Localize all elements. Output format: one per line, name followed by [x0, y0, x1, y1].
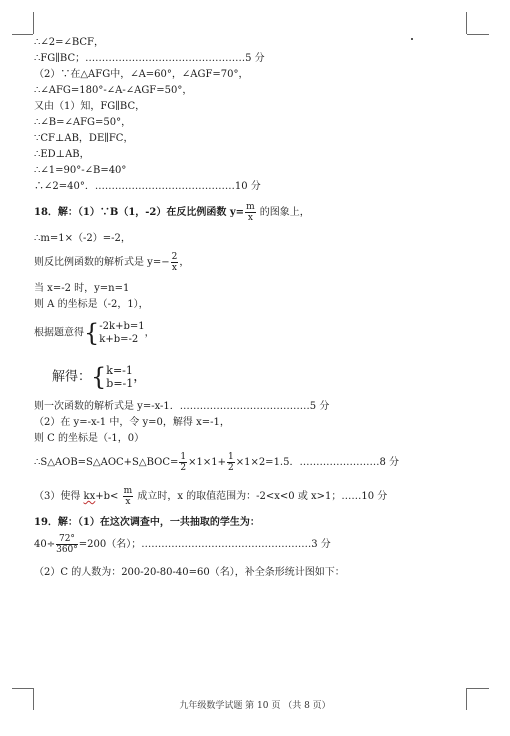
line-19: （2）在 y=-x-1 中，令 y=0，解得 x=-1， — [34, 417, 230, 428]
line-6: ∴∠B=∠AFG=50°， — [34, 117, 132, 128]
line-2: ∴FG∥BC；…………………………………………5 分 — [34, 53, 265, 64]
fraction-2-over-x: $\frac{2}{x}$ — [171, 252, 178, 273]
crop-mark-top-left — [12, 34, 33, 35]
fraction-m-over-x: $\frac{m}{x}$ — [123, 486, 133, 507]
line-10: ∴∠2=40°．……………………………………10 分 — [34, 181, 261, 192]
line-14: 当 x=-2 时，y=n=1 — [34, 283, 130, 294]
line-24: 40÷ $\frac{72^\circ}{360^\circ}$ =200（名）；……………………………………………3 分 — [34, 534, 331, 555]
stray-dot — [411, 38, 413, 40]
fraction-72-over-360: $\frac{72^\circ}{360^\circ}$ — [56, 534, 78, 555]
fraction-half: $\frac{1}{2}$ — [227, 452, 234, 473]
page-footer: 九年级数学试题 第 10 页 （共 8 页） — [179, 701, 331, 711]
crop-mark-bottom-right — [467, 688, 489, 689]
fraction-half: $\frac{1}{2}$ — [180, 452, 187, 473]
crop-mark-top-left — [33, 12, 34, 34]
q19-intro: 19．解：（1）在这次调查中，一共抽取的学生为： — [34, 517, 260, 528]
area-equation: ∴S△AOB=S△AOC+S△BOC= $\frac{1}{2}$ ×1×1+ $\frac{1}{2}$ ×1×2=1.5．……………………8 分 — [34, 452, 400, 473]
brace-icon: { — [84, 319, 100, 347]
inequality-line: （3）使得 kx+b< $\frac{m}{x}$ 成立时，x 的取值范围为：-2<x<0 或 x>1；……10 分 — [34, 486, 388, 507]
line-7: ∵CF⊥AB，DE∥FC， — [34, 133, 134, 144]
q18-intro: 18．解：（1）∵B（1，-2）在反比例函数 y= — [34, 207, 245, 218]
line-9: ∴∠1=90°-∠B=40° — [34, 165, 127, 176]
crop-mark-bottom-left — [12, 688, 33, 689]
line-15: 则 A 的坐标是（-2，1）， — [34, 299, 149, 310]
line-18: 则一次函数的解析式是 y=-x-1．…………………………………5 分 — [34, 401, 330, 412]
line-20: 则 C 的坐标是（-1，0） — [34, 433, 145, 444]
line-1: ∴∠2=∠BCF， — [34, 37, 104, 48]
line-12: ∴m=1×（-2）=-2， — [34, 233, 131, 244]
line-13: 则反比例函数的解析式是 y=− $\frac{2}{x}$ ， — [34, 252, 190, 273]
fraction-m-over-x: $\frac{m}{x}$ — [246, 202, 255, 223]
crop-mark-top-right — [466, 12, 467, 34]
equation-system-2: 解得：{ k=-1 b=-1 ， — [52, 363, 147, 391]
q18-part1: 18．解：（1）∵B（1，-2）在反比例函数 y= $\frac{m}{x}$ 的图象上， — [34, 202, 310, 223]
line-4: ∴∠AFG=180°-∠A-∠AGF=50°， — [34, 85, 193, 96]
line-5: 又由（1）知，FG∥BC， — [34, 101, 146, 112]
brace-icon: { — [91, 363, 107, 391]
crop-mark-top-right — [467, 34, 489, 35]
equation-system-1: 根据题意得{ -2k+b=1 k+b=-2 ， — [34, 319, 155, 347]
line-8: ∴ED⊥AB， — [34, 149, 90, 160]
line-3: （2）∵在△AFG中，∠A=60°，∠AGF=70°， — [34, 69, 249, 80]
line-25: （2）C 的人数为：200-20-80-40=60（名），补全条形统计图如下： — [34, 567, 345, 578]
